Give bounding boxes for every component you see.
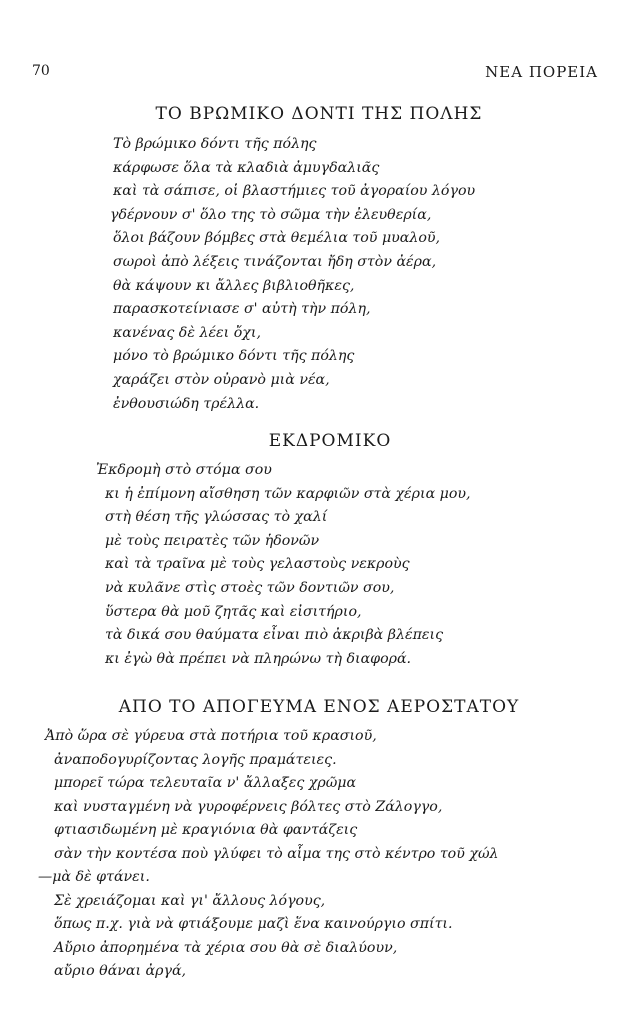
poem-line: καὶ νυσταγμένη νὰ γυροφέρνεις βόλτες στὸ Ζάλογγο, xyxy=(54,798,443,815)
poem-line: καὶ τὰ τραῖνα μὲ τοὺς γελαστοὺς νεκροὺς xyxy=(105,556,410,573)
running-header xyxy=(32,63,598,83)
poem-body xyxy=(96,459,471,671)
poem-line: σὰν τὴν κοντέσα ποὺ γλύφει τὸ αἷμα της στὸ κέντρο τοῦ χώλ xyxy=(54,845,499,862)
poem-line: ὅλοι βάζουν βόμβες στὰ θεμέλια τοῦ μυαλοῦ, xyxy=(113,230,441,247)
poem-line: κι ἡ ἐπίμονη αἴσθηση τῶν καρφιῶν στὰ χέρια μου, xyxy=(105,485,471,502)
poem-title: ΤΟ ΒΡΩΜΙΚΟ ΔΟΝΤΙ ΤΗΣ ΠΟΛΗΣ xyxy=(155,104,483,124)
poem-line: θὰ κάψουν κι ἄλλες βιβλιοθῆκες, xyxy=(113,277,355,294)
poem-line: ὅπως π.χ. γιὰ νὰ φτιάξουμε μαζὶ ἕνα καινούργιο σπίτι. xyxy=(54,916,453,932)
poem-line: μπορεῖ τώρα τελευταῖα ν' ἄλλαξες χρῶμα xyxy=(54,775,357,791)
poem-line: ἀναποδογυρίζοντας λογῆς πραμάτειες. xyxy=(54,751,337,768)
poem-line: καὶ τὰ σάπισε, οἱ βλαστήμιες τοῦ ἀγοραίου λόγου xyxy=(113,183,476,200)
poem-body xyxy=(110,133,476,416)
poem-line: παρασκοτείνιασε σ' αὐτὴ τὴν πόλη, xyxy=(113,301,371,318)
poem-line: Τὸ βρώμικο δόντι τῆς πόλης xyxy=(113,136,317,152)
poem-line: Ἐκδρομὴ στὸ στόμα σου xyxy=(96,462,272,478)
poem-line: ὕστερα θὰ μοῦ ζητᾶς καὶ εἰσιτήριο, xyxy=(105,603,362,620)
poem-line: μόνο τὸ βρώμικο δόντι τῆς πόλης xyxy=(113,348,355,365)
poem-line: αὔριο θάναι ἀργά, xyxy=(54,963,187,979)
poem-line: Αὔριο ἀπορημένα τὰ χέρια σου θὰ σὲ διαλύουν, xyxy=(54,939,398,956)
poem-line: σωροὶ ἀπὸ λέξεις τινάζονται ἤδη στὸν ἀέρα, xyxy=(113,253,437,270)
poem-line: —μὰ δὲ φτάνει. xyxy=(38,869,150,885)
poem-line: στὴ θέση τῆς γλώσσας τὸ χαλί xyxy=(105,509,328,526)
poem-line: φτιασιδωμένη μὲ κραγιόνια θὰ φαντάζεις xyxy=(54,822,358,838)
poem-line: νὰ κυλᾶνε στὶς στοὲς τῶν δοντιῶν σου, xyxy=(105,579,395,596)
poem-line: τὰ δικά σου θαύματα εἶναι πιὸ ἀκριβὰ βλέπεις xyxy=(105,627,444,644)
poem-line: χαράζει στὸν οὐρανὸ μιὰ νέα, xyxy=(113,371,330,388)
poem-line: κανένας δὲ λέει ὄχι, xyxy=(113,324,261,341)
page-number: 70 xyxy=(32,63,50,79)
poem-line: μὲ τοὺς πειρατὲς τῶν ἡδονῶν xyxy=(105,532,320,549)
poem-line: κι ἐγὼ θὰ πρέπει νὰ πληρώνω τὴ διαφορά. xyxy=(105,650,412,667)
journal-title: ΝΕΑ ΠΟΡΕΙΑ xyxy=(485,63,598,81)
poem-line: ἐνθουσιώδη τρέλλα. xyxy=(113,395,260,412)
poem-body xyxy=(38,725,499,984)
poem-title: ΑΠΟ ΤΟ ΑΠΟΓΕΥΜΑ ΕΝΟΣ ΑΕΡΟΣΤΑΤΟΥ xyxy=(118,697,520,717)
poem-line: Σὲ χρειάζομαι καὶ γι' ἄλλους λόγους, xyxy=(54,892,326,909)
poem-line: κάρφωσε ὅλα τὰ κλαδιὰ ἀμυγδαλιᾶς xyxy=(113,159,380,176)
poem-line: γδέρνουν σ' ὅλο της τὸ σῶμα τὴν ἐλευθερία, xyxy=(110,206,432,223)
poem-title: ΕΚΔΡΟΜΙΚΟ xyxy=(268,431,392,451)
poem-line: Ἀπὸ ὥρα σὲ γύρευα στὰ ποτήρια τοῦ κρασιοῦ, xyxy=(45,728,377,744)
